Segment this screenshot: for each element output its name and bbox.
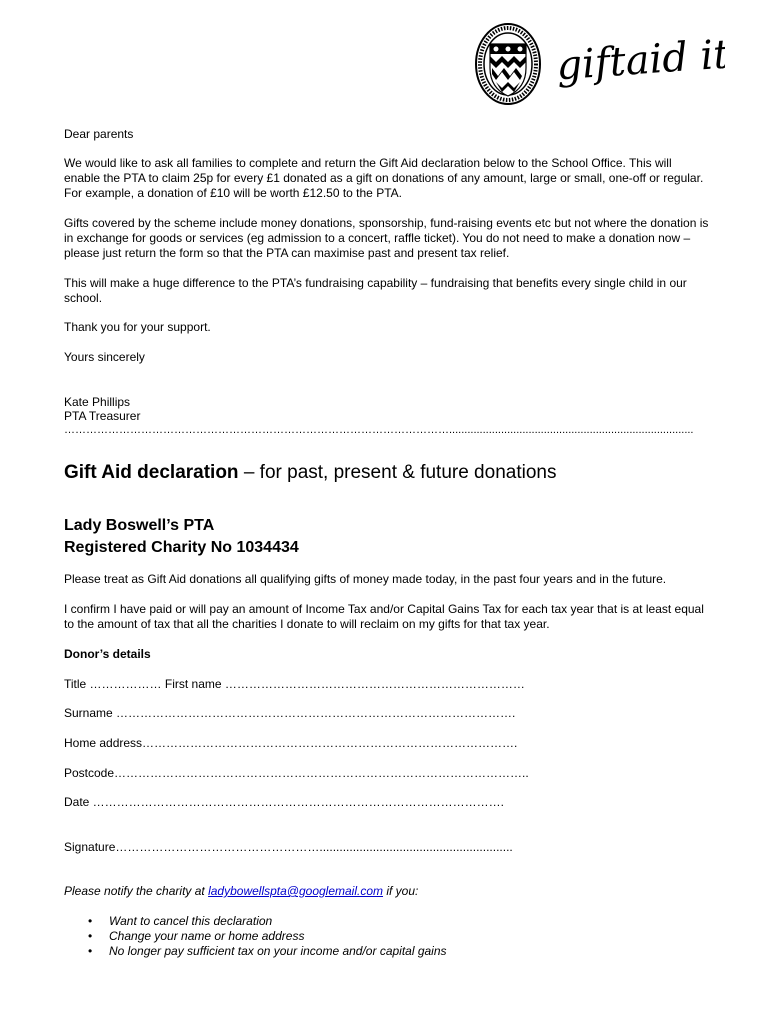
title-firstname-field[interactable]: Title ……………… First name ………………………………………………………………… (64, 677, 525, 691)
school-crest-icon (474, 22, 542, 106)
date-field[interactable]: Date …………………………………………………………………………………………. (64, 795, 505, 809)
paragraph-scope: Gifts covered by the scheme include money donations, sponsorship, fund-raising events etc but not where the donation is in exchange for goods or services (eg admission to a concert, raffle ticket). You do not need to make a donation now – please just return the form so that the PTA can maximise past and present tax relief. (64, 216, 709, 260)
paragraph-intro: We would like to ask all families to complete and return the Gift Aid declaration below to the School Office. This will enable the PTA to claim 25p for every £1 donated as a gift on donations of any amount, large or small, one-off or regular. For example, a donation of £10 will be worth £12.50 to the PTA. (64, 156, 704, 200)
treat-statement: Please treat as Gift Aid donations all qualifying gifts of money made today, in the past four years and in the future. (64, 572, 667, 586)
list-item: • Want to cancel this declaration (64, 914, 709, 929)
cut-separator: ……………………………………………………………………………………………................................................................................ (64, 424, 694, 436)
list-item: • No longer pay sufficient tax on your income and/or capital gains (64, 944, 709, 959)
notify-prefix: Please notify the charity at (64, 884, 209, 898)
org-name: Lady Boswell’s PTA (64, 517, 215, 534)
salutation: Dear parents (64, 127, 134, 141)
declaration-title-rest: – for past, present & future donations (238, 462, 557, 483)
donor-details-heading: Donor’s details (64, 647, 151, 661)
giftaid-logo-text: giftaid it (555, 31, 725, 90)
signer-role: PTA Treasurer (64, 409, 141, 423)
giftaid-logo-icon (555, 30, 725, 100)
declaration-title-bold: Gift Aid declaration (64, 462, 239, 483)
surname-field[interactable]: Surname ………………………………………………………………………………………. (64, 706, 516, 720)
thanks-line: Thank you for your support. (64, 320, 211, 334)
notify-line (64, 884, 418, 899)
postcode-field[interactable]: Postcode………………………………………………………………………………………….. (64, 766, 529, 780)
charity-number: Registered Charity No 1034434 (64, 539, 299, 556)
notify-list (64, 914, 709, 959)
list-item: • Change your name or home address (64, 929, 709, 944)
signer-name: Kate Phillips (64, 395, 131, 409)
confirm-statement: I confirm I have paid or will pay an amount of Income Tax and/or Capital Gains Tax for each tax year that is at least equal to the amount of tax that all the charities I donate to will reclaim on my gifts for that tax year. (64, 602, 704, 631)
notify-suffix: if you: (383, 884, 419, 898)
home-address-field[interactable]: Home address…………………………………………………………………………………. (64, 736, 518, 750)
email-link[interactable]: ladybowellspta@googlemail.com (208, 884, 384, 898)
giftaid-logo (555, 30, 725, 100)
declaration-title (64, 461, 709, 485)
signature-field[interactable]: Signature…………………………………………….......................................................... (64, 840, 513, 854)
closing-line: Yours sincerely (64, 350, 145, 364)
paragraph-impact: This will make a huge difference to the PTA’s fundraising capability – fundraising that benefits every single child in our school. (64, 276, 687, 305)
